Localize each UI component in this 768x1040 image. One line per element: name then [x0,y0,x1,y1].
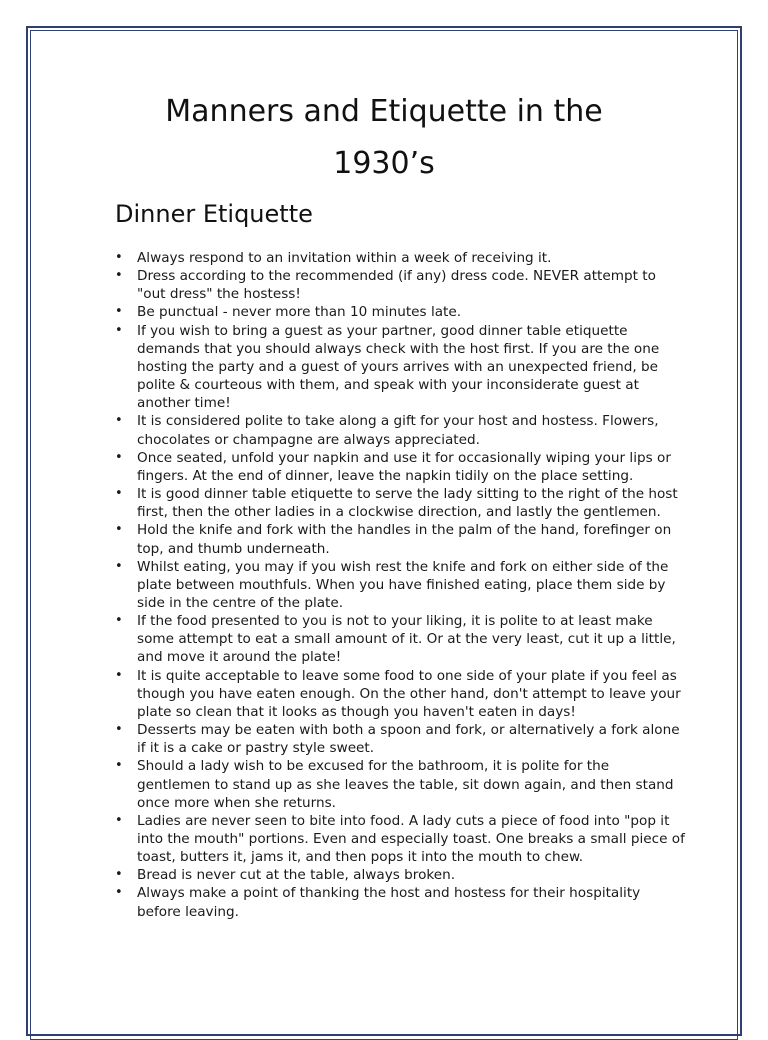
section-heading: Dinner Etiquette [115,200,313,228]
list-item: • It is quite acceptable to leave some food to one side of your plate if you feel as though you have eaten enough. On the other hand, don't attempt to leave your plate so clean that it looks as though you haven't eaten in days! [115,667,685,721]
document-title-line-2: 1930’s [333,146,435,181]
list-item: • Dress according to the recommended (if any) dress code. NEVER attempt to "out dress" the hostess! [115,267,685,303]
etiquette-list [115,249,685,921]
document-title [100,86,668,190]
list-item: • If the food presented to you is not to your liking, it is polite to at least make some attempt to eat a small amount of it. Or at the very least, cut it up a little, and move it around the plate! [115,612,685,666]
list-item: • Always respond to an invitation within a week of receiving it. [115,249,685,267]
document-title-line-1: Manners and Etiquette in the [165,94,603,129]
list-item: • Hold the knife and fork with the handles in the palm of the hand, forefinger on top, and thumb underneath. [115,521,685,557]
list-item: • If you wish to bring a guest as your partner, good dinner table etiquette demands that you should always check with the host first. If you are the one hosting the party and a guest of yours arrives with an unexpected friend, be polite & courteous with them, and speak with your inconsiderate guest at another time! [115,322,685,413]
list-item: • Desserts may be eaten with both a spoon and fork, or alternatively a fork alone if it is a cake or pastry style sweet. [115,721,685,757]
list-item: • It is good dinner table etiquette to serve the lady sitting to the right of the host first, then the other ladies in a clockwise direction, and lastly the gentlemen. [115,485,685,521]
list-item: • Bread is never cut at the table, always broken. [115,866,685,884]
list-item: • Once seated, unfold your napkin and use it for occasionally wiping your lips or fingers. At the end of dinner, leave the napkin tidily on the place setting. [115,449,685,485]
list-item: • It is considered polite to take along a gift for your host and hostess. Flowers, chocolates or champagne are always appreciated. [115,412,685,448]
list-item: • Ladies are never seen to bite into food. A lady cuts a piece of food into "pop it into the mouth" portions. Even and especially toast. One breaks a small piece of toast, butters it, jams it, and then pops it into the mouth to chew. [115,812,685,866]
list-item: • Should a lady wish to be excused for the bathroom, it is polite for the gentlemen to stand up as she leaves the table, sit down again, and then stand once more when she returns. [115,757,685,811]
list-item: • Always make a point of thanking the host and hostess for their hospitality before leaving. [115,884,685,920]
list-item: • Be punctual - never more than 10 minutes late. [115,303,685,321]
list-item: • Whilst eating, you may if you wish rest the knife and fork on either side of the plate between mouthfuls. When you have finished eating, place them side by side in the centre of the plate. [115,558,685,612]
